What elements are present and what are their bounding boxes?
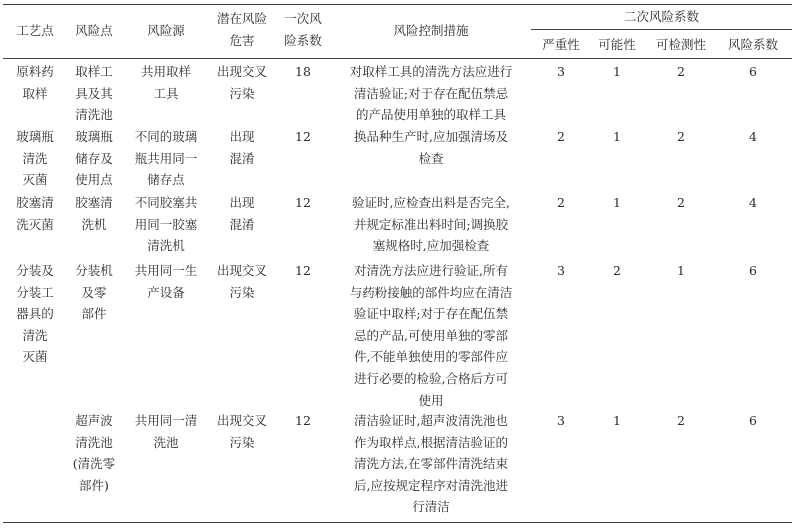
row-1-detectability: 2 [677, 129, 685, 144]
header-detectability: 可检测性 [655, 37, 706, 52]
row-1-process-point: 玻璃瓶 清洗 灭菌 [16, 129, 54, 188]
row-0-risk-point: 取样工 具及其 清洗池 [75, 64, 113, 123]
row-3-possibility: 2 [613, 263, 621, 278]
row-1-severity: 2 [557, 129, 565, 144]
header-possibility: 可能性 [598, 37, 636, 52]
row-2-first-risk-coef: 12 [295, 195, 311, 210]
row-2-risk-point: 胶塞清 洗机 [75, 195, 113, 232]
header-first-risk-coef: 一次风 险系数 [284, 11, 322, 48]
row-4-risk-point: 超声波 清洗池 (清洗零 部件) [72, 413, 116, 493]
row-2-possibility: 1 [613, 195, 621, 210]
row-1-control-measures: 换品种生产时,应加强清场及 检查 [354, 129, 508, 166]
row-4-control-measures: 清洁验证时,超声波清洗池也 作为取样点,根据清洁验证的 清洗方法,在零部件清洗结束 后,应按规定程序对清洗池进 行清洁 [354, 413, 508, 515]
header-risk-coef: 风险系数 [727, 37, 778, 52]
row-0-risk-coef: 6 [749, 64, 757, 79]
row-0-risk-source: 共用取样 工具 [140, 64, 191, 101]
row-0-process-point: 原料药 取样 [16, 64, 54, 101]
header-severity: 严重性 [542, 37, 580, 52]
header-control-measures: 风险控制措施 [393, 23, 469, 38]
row-2-risk-coef: 4 [749, 195, 757, 210]
row-3-severity: 3 [557, 263, 565, 278]
row-2-risk-source: 不同胶塞共 用同一胶塞 清洗机 [134, 195, 198, 254]
row-1-risk-coef: 4 [749, 129, 757, 144]
header-process-point: 工艺点 [16, 23, 54, 38]
row-0-potential-hazard: 出现交叉 污染 [216, 64, 267, 101]
subheader-rule [531, 29, 792, 30]
row-4-possibility: 1 [613, 413, 621, 428]
row-3-process-point: 分装及 分装工 器具的 清洗 灭菌 [16, 263, 54, 365]
bottom-rule [3, 522, 792, 523]
row-1-potential-hazard: 出现 混淆 [229, 129, 255, 166]
row-1-risk-source: 不同的玻璃 瓶共用同一 储存点 [134, 129, 198, 188]
row-2-potential-hazard: 出现 混淆 [229, 195, 255, 232]
row-0-control-measures: 对取样工具的清洗方法应进行 清洁验证;对于存在配伍禁忌 的产品使用单独的取样工具 [349, 64, 513, 123]
row-4-risk-source: 共用同一清 洗池 [134, 413, 198, 450]
row-3-risk-coef: 6 [749, 263, 757, 278]
row-4-first-risk-coef: 12 [295, 413, 311, 428]
row-4-severity: 3 [557, 413, 565, 428]
row-4-potential-hazard: 出现交叉 污染 [216, 413, 267, 450]
row-0-possibility: 1 [613, 64, 621, 79]
row-3-control-measures: 对清洗方法应进行验证,所有 与药粉接触的部件均应在清洁 验证中取样;对于存在配伍禁 忌的产品,可使用单独的零部 件,不能单独使用的零部件应 进行必要的检验,合格后方可 使用 [349, 263, 513, 408]
header-second-risk-coef: 二次风险系数 [623, 9, 699, 24]
row-2-detectability: 2 [677, 195, 685, 210]
row-4-risk-coef: 6 [749, 413, 757, 428]
row-0-severity: 3 [557, 64, 565, 79]
row-4-detectability: 2 [677, 413, 685, 428]
row-3-detectability: 1 [677, 263, 685, 278]
row-0-first-risk-coef: 18 [295, 64, 311, 79]
row-3-risk-point: 分装机 及零 部件 [75, 263, 113, 322]
header-risk-source: 风险源 [147, 23, 185, 38]
header-rule [3, 58, 792, 59]
row-0-detectability: 2 [677, 64, 685, 79]
row-1-possibility: 1 [613, 129, 621, 144]
row-2-control-measures: 验证时,应检查出料是否完全, 并规定标准出料时间;调换胶 塞规格时,应加强检查 [352, 195, 510, 254]
header-potential-hazard: 潜在风险 危害 [216, 11, 267, 48]
row-3-risk-source: 共用同一生 产设备 [134, 263, 198, 300]
header-risk-point: 风险点 [75, 23, 113, 38]
row-2-process-point: 胶塞清 洗灭菌 [16, 195, 54, 232]
row-1-risk-point: 玻璃瓶 储存及 使用点 [75, 129, 113, 188]
top-rule [3, 4, 792, 5]
row-2-severity: 2 [557, 195, 565, 210]
row-3-potential-hazard: 出现交叉 污染 [216, 263, 267, 300]
row-1-first-risk-coef: 12 [295, 129, 311, 144]
row-3-first-risk-coef: 12 [295, 263, 311, 278]
